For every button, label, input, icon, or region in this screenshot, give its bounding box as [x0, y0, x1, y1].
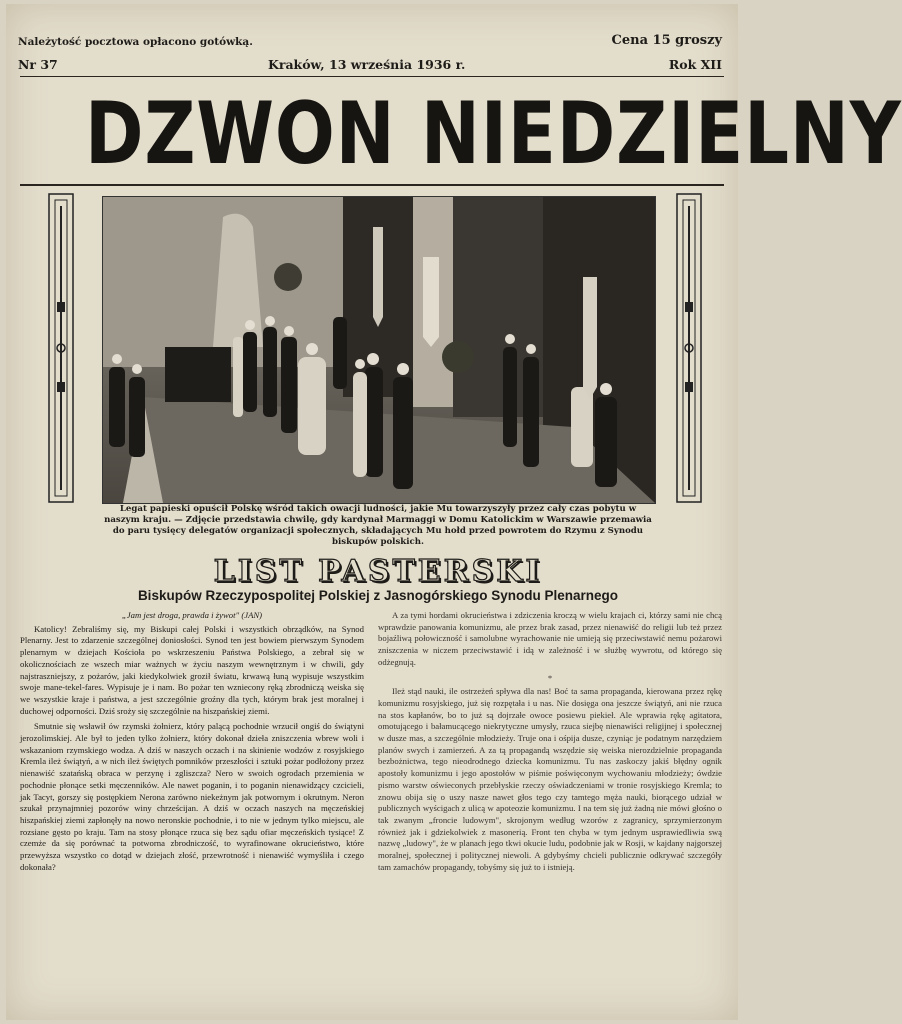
- left-column: [20, 610, 364, 1010]
- cardinal-delegation-photo: [102, 196, 656, 504]
- year-label: Rok XII: [668, 57, 722, 72]
- newspaper-page: [6, 4, 902, 1020]
- paragraph: Ileż stąd nauki, ile ostrzeżeń spływa dla nas! Boć ta sama propaganda, kierowana przez rękę komunizmu rosyjskiego, już się rozpętała i u nas. Nie dosięga ona jeszcze świątyń, ani nie rzuca na stos kapłanów, bo to już są dojrzałe owoce posiewu piekieł. Ale wprawia rękę agitatora, omotującego i bałamucącego niekrytyczne umysły, rzuca siejbę nienawiści religijnej i społecznej w dusze mas, a szczególnie młodzieży. Truje ona i ośpija dusze, czyniąc je podatnym narzędziem planów swych i zamierzeń. A za tą propagandą wszędzie się weiska nierozdzielnie propaganda bezbożnictwa, tego nieodrodnego dziecka komunizmu. Tu nas zaskoczy jakiś błędny ognik apostoły komunizmu i jego apostołów w piśmie poświęconym wychowaniu młodzieży; ówdzie pismo warstw oświeconych przebłyskie rzeczy oświadczeniami w tronie rosyjskiego Kremla; to znowu obija się o uszy nasze nawet głos tego czy tamtego męża nauki, biorącego udział w publicznych wyścigach z ulicą w apoteozie komunizmu. I na tem się już żadną nie mówi głośno o tak zwanym „froncie ludowym", skrojonym według wzorów z zagranicy, sprzymierzonym również jak i gdziekolwiek z masonerią. Front ten chyba w tym jednym usprawiedliwia swą nazwę „ludowy", że w planach jego tkwi okucie ludu, podobnie jak w Rosji, w kajdany najgorszej moralnej, społecznej i politycznej niewoli. A gdybyśmy chcieli publicznie odkrywać szczegóły tam zamachów propagandy, tobyśmy się już to i istnieją.: [378, 686, 722, 872]
- paragraph: Smutnie się wsławił ów rzymski żołnierz, który palącą pochodnie wrzucił ongiś do świątyni jerozolimskiej. Ale był to jeden tylko żołnierz, który dokonał dzieła zniszczenia wbrew woli i wskazaniom rzymskiego wodza. A dziś w naszych oczach i na skinienie wodzów z rosyjskiego Kremla ileż świątyń, a w nich ileż świętych pomników przeszłości i sztuki pożar podłożony przez nienawiść szatańską obraca w perzynę i zgliszcza? Nero w swoich ogrodach przemienia w pochodnie płonące setki męczenników. Ale nawet poganin, i to poganin nienawidzący czcicieli, jak Tacyt, gorszy się postępkiem Nerona zarówno niekeżnym jak potwornym i okrutnym. Neron szukał przynajmniej pozorów winy chrześcijan. A dziś w oczach naszych na męczeńskiej hiszpańskiej ziemi zapłonęły na nowo neronskie pochodnie, i to nie w jednym tylko miejscu, ale rozsiane gęsto po kraju. Tam na stosy płonące rzuca się bez sądu ofiar męczeńskich tysiące! Z czemże da się porównać ta potworna zbrodniczość, to wyrafinowane okrucieństwo, które przewyższa wszystko co dotąd w dziejach złość, przewrotność i nienawiść wymyśliła i czego dokonała?: [20, 721, 364, 872]
- section-separator: *: [547, 672, 553, 683]
- header-rule: [20, 76, 724, 77]
- price-label: Cena 15 groszy: [611, 33, 722, 48]
- paragraph: Katolicy! Zebraliśmy się, my Biskupi całej Polski i wszystkich obrządków, na Synod Plenarny. Jest to zdarzenie szczególnej doniosłości. Synod ten jest bowiem pierwszym Synodem plenarnym w dziejach Kościoła po wskrzeszeniu Państwa Polskiego, a zebrał się w okolicznościach ze wszech miar ważnych w życiu naszym wewnętrznym i w chwili, gdy najstraszniejszy, z pożarów, jaki kiedykolwiek groził światu, krwawą łuną wypisuje wszystkim swoje mane-tekel-fares. Wypisuje je i nam. Bo pożar ten wzniecony ręką zbrodniczą weiska się we wszystkie kraje i państwa, a jest szczególnie groźny dla tych, którym brak jest moralnej i duchowej odporności. Dziś sroży się szczególnie na hiszpańskiej ziemi.: [20, 623, 364, 716]
- postage-note: Należytość pocztowa opłacono gotówką.: [18, 36, 253, 48]
- issue-number: Nr 37: [18, 57, 58, 72]
- right-column: [378, 610, 722, 1010]
- masthead-rule: [20, 184, 724, 186]
- place-date: Kraków, 13 września 1936 r.: [268, 57, 466, 72]
- article-headline: LIST PASTERSKI: [213, 554, 543, 589]
- paragraph: A za tymi hordami okrucieństwa i zdziczenia kroczą w wielu krajach ci, którzy sami nie chcą wprawdzie panowania komunizmu, ale przez brak zasad, przez nienawiść do religii lub też przez bojaźliwą połowiczność i samolubne wyrachowanie nie umieją się przeciwstawić nemu pożarowi zniszczenia w niczem przeciwstawić i idą w zależność i w służbę wywrotu, od którego się odżegnują.: [378, 610, 722, 667]
- masthead-title: DZWON NIEDZIELNY: [85, 84, 902, 184]
- photo-caption: Legat papieski opuścił Polskę wśród takich owacji ludności, jakie Mu towarzyszyły przez cały czas pobytu w naszym kraju. — Zdjęcie przedstawia chwilę, gdy kardynał Marmaggi w Domu Katolickim w Warszawie przemawia do paru tysięcy delegatów organizacji społecznych, składających Mu hołd przed powrotem do Rzymu z Synodu biskupów polskich.: [104, 504, 652, 547]
- right-ornament-pillar: [674, 192, 704, 504]
- article-subheadline: Biskupów Rzeczypospolitej Polskiej z Jasnogórskiego Synodu Plenarnego: [137, 588, 619, 603]
- epigraph: „Jam jest droga, prawda i żywot" (JAN): [121, 610, 263, 620]
- left-ornament-pillar: [46, 192, 76, 504]
